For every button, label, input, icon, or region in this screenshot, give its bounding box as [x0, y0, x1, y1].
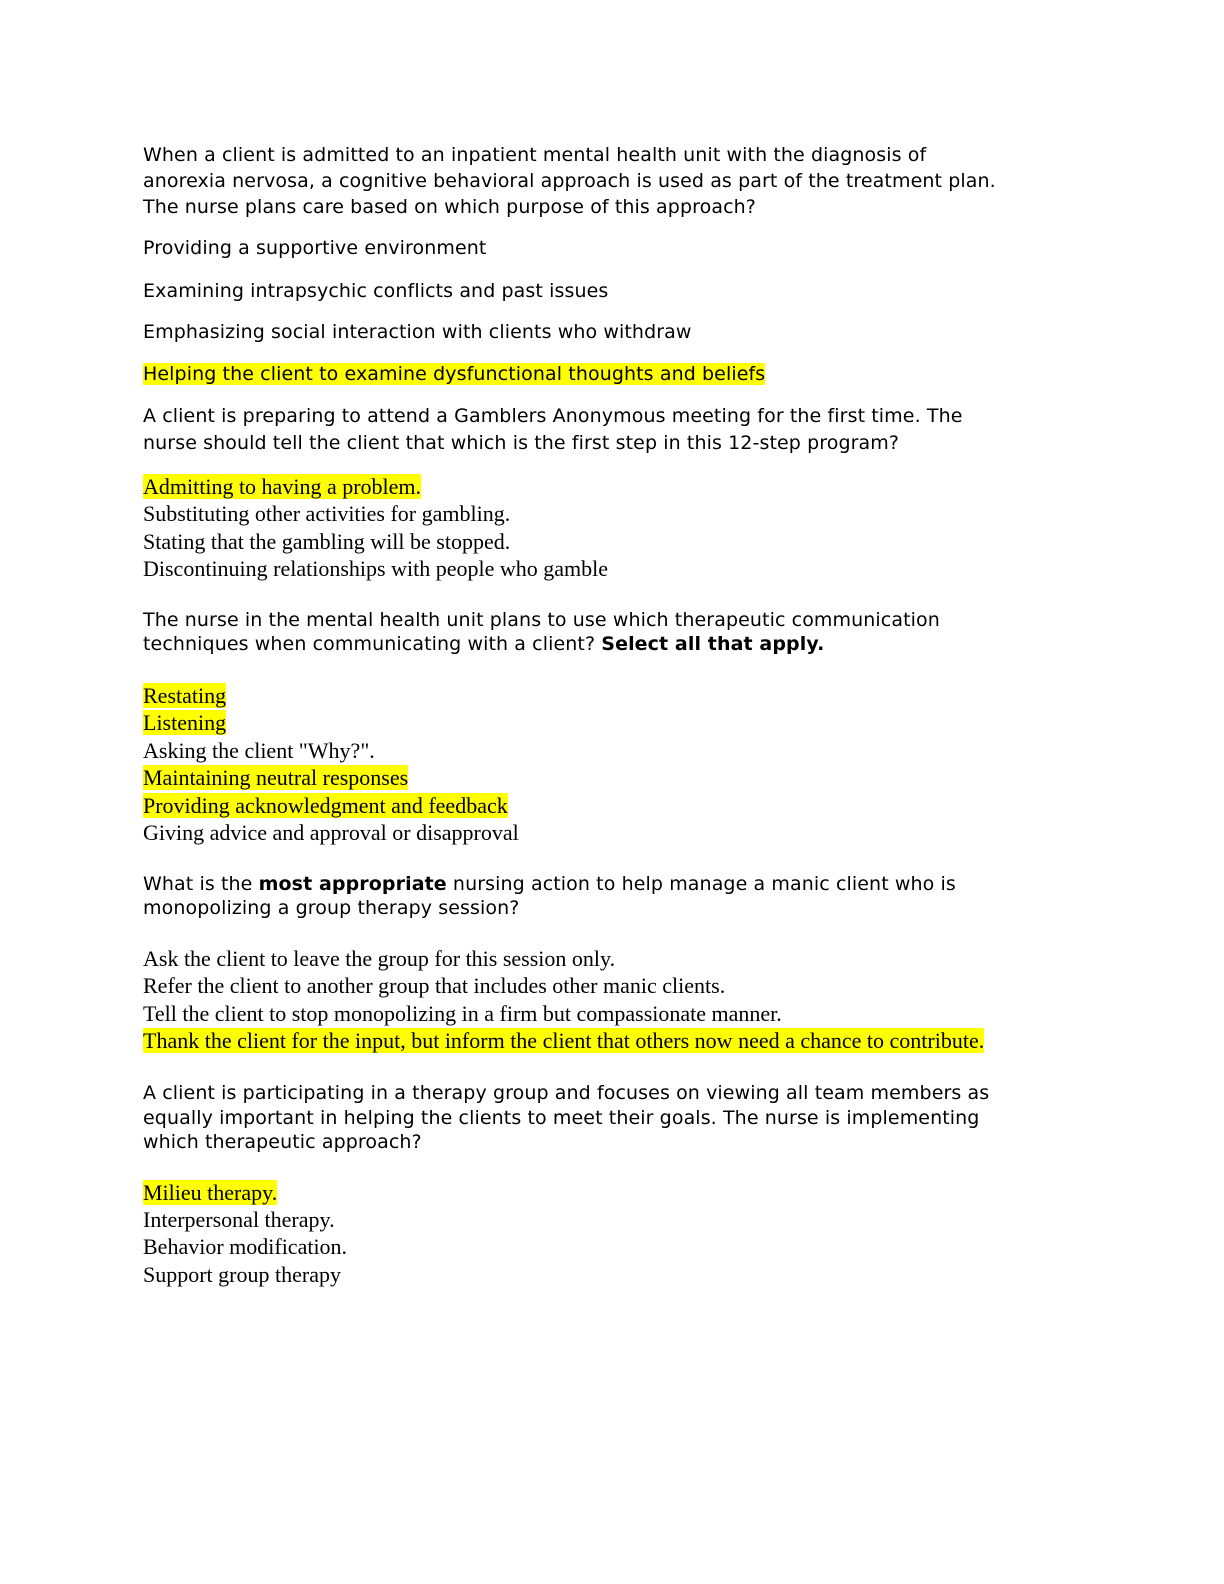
question-1-option-3	[143, 319, 1083, 345]
question-1-line-1: When a client is admitted to an inpatient mental health unit with the diagnosis of	[143, 144, 927, 166]
question-4-option-2: Refer the client to another group that includes other manic clients.	[143, 973, 726, 999]
question-2-option-1-correct	[143, 473, 1083, 500]
question-3-options	[143, 682, 1083, 846]
option-text: Emphasizing social interaction with clients who withdraw	[143, 321, 692, 343]
highlighted-answer: Admitting to having a problem.	[143, 474, 422, 499]
question-3-option-3: Asking the client "Why?".	[143, 737, 375, 763]
question-2-option-2: Substituting other activities for gambling.	[143, 501, 511, 527]
question-5-line-1: A client is participating in a therapy group and focuses on viewing all team members as	[143, 1082, 990, 1104]
question-3-option-5-correct	[143, 792, 1083, 819]
highlighted-answer: Restating	[143, 683, 227, 708]
question-4-option-4-correct	[143, 1027, 1083, 1054]
highlighted-answer: Thank the client for the input, but inform the client that others now need a chance to contribute.	[143, 1028, 985, 1054]
question-1-option-1	[143, 235, 1083, 261]
select-all-emphasis: Select all that apply	[601, 633, 818, 655]
question-5-options	[143, 1179, 1083, 1288]
question-4-options	[143, 945, 1083, 1055]
question-3-option-2-correct	[143, 709, 1083, 736]
question-5-option-4: Support group therapy	[143, 1261, 341, 1287]
question-1-option-2	[143, 278, 1083, 304]
question-4	[143, 872, 1083, 920]
option-text: Examining intrapsychic conflicts and past issues	[143, 280, 609, 302]
highlighted-answer: Milieu therapy.	[143, 1180, 278, 1205]
question-3-line-2-end: .	[817, 633, 825, 655]
highlighted-answer: Providing acknowledgment and feedback	[143, 792, 508, 818]
question-3	[143, 608, 1083, 656]
question-3-option-6: Giving advice and approval or disapproval	[143, 820, 519, 846]
highlighted-answer: Maintaining neutral responses	[143, 765, 409, 791]
question-3-option-4-correct	[143, 764, 1083, 791]
question-2-option-3: Stating that the gambling will be stopped.	[143, 528, 511, 554]
option-text: Providing a supportive environment	[143, 237, 487, 259]
question-4-option-1: Ask the client to leave the group for this session only.	[143, 946, 616, 971]
question-4-line-1-start: What is the	[143, 873, 259, 895]
question-2-options	[143, 473, 1083, 583]
question-4-option-3: Tell the client to stop monopolizing in a firm but compassionate manner.	[143, 1000, 782, 1026]
question-5-line-3: which therapeutic approach?	[143, 1131, 422, 1153]
question-5-line-2: equally important in helping the clients to meet their goals. The nurse is implementing	[143, 1106, 980, 1129]
highlighted-answer: Listening	[143, 710, 227, 736]
question-4-line-2: monopolizing a group therapy session?	[143, 897, 520, 919]
most-appropriate-emphasis: most appropriate	[258, 873, 447, 895]
question-1-line-3: The nurse plans care based on which purpose of this approach?	[143, 196, 756, 218]
question-1	[143, 142, 1083, 220]
question-3-line-2-text: techniques when communicating with a client?	[143, 633, 602, 655]
question-5	[143, 1081, 1083, 1155]
question-5-option-2: Interpersonal therapy.	[143, 1207, 335, 1233]
question-1-line-2: anorexia nervosa, a cognitive behavioral approach is used as part of the treatment plan.	[143, 170, 996, 192]
question-2	[143, 403, 1083, 457]
question-4-line-1-end: nursing action to help manage a manic client who is	[446, 873, 956, 895]
question-3-line-1: The nurse in the mental health unit plans to use which therapeutic communication	[143, 609, 940, 631]
question-5-option-1-correct	[143, 1179, 1083, 1206]
question-2-line-2: nurse should tell the client that which is the first step in this 12-step program?	[143, 432, 900, 454]
question-3-line-2	[143, 632, 1083, 656]
question-5-option-3: Behavior modification.	[143, 1234, 348, 1260]
question-2-line-1: A client is preparing to attend a Gamblers Anonymous meeting for the first time. The	[143, 405, 963, 427]
question-2-option-4: Discontinuing relationships with people who gamble	[143, 556, 608, 582]
question-4-line-1	[143, 872, 1083, 896]
question-3-option-1-correct	[143, 682, 1083, 709]
highlighted-answer: Helping the client to examine dysfunctional thoughts and beliefs	[143, 363, 766, 385]
question-1-option-4-correct	[143, 361, 1083, 387]
